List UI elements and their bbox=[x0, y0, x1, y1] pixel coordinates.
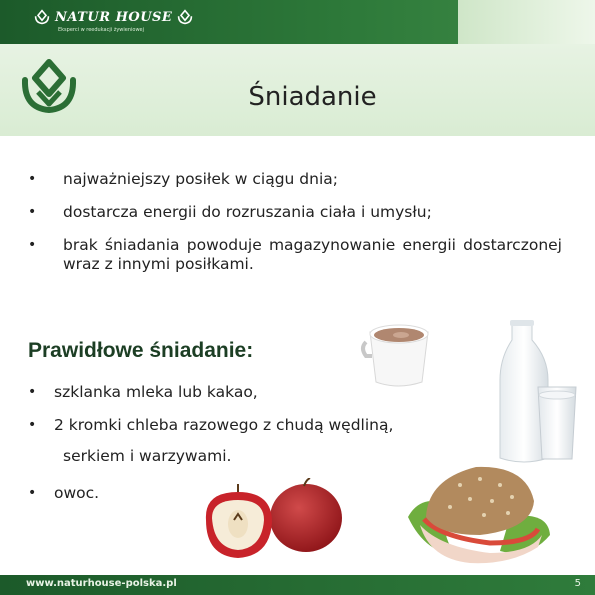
list-item bbox=[28, 203, 562, 222]
list-item bbox=[28, 236, 562, 274]
cocoa-cup-icon bbox=[358, 322, 438, 392]
footer-bar bbox=[0, 575, 595, 595]
item-text-continued: serkiem i warzywami. bbox=[63, 447, 232, 465]
apples-icon bbox=[198, 478, 348, 563]
milk-glass-icon bbox=[534, 383, 580, 463]
page-title: Śniadanie bbox=[248, 82, 377, 112]
bullet-text: brak śniadania powoduje magazynowanie energii dostarczonej wraz z innymi posiłkami. bbox=[63, 236, 562, 273]
list-item bbox=[28, 170, 562, 189]
section-subtitle: Prawidłowe śniadanie: bbox=[28, 339, 254, 362]
header-light-area bbox=[458, 0, 595, 44]
page-number: 5 bbox=[574, 578, 581, 589]
item-text: owoc. bbox=[54, 484, 100, 502]
bullet-marker: • bbox=[28, 171, 37, 187]
item-text: szklanka mleka lub kakao, bbox=[54, 383, 258, 401]
item-text: 2 kromki chleba razowego z chudą wędliną, bbox=[54, 416, 394, 434]
intro-bullet-list bbox=[28, 170, 562, 288]
bullet-text: najważniejszy posiłek w ciągu dnia; bbox=[63, 170, 338, 188]
brand bbox=[34, 9, 193, 25]
brand-name: NATUR HOUSE bbox=[55, 9, 173, 25]
brand-logo-icon bbox=[34, 9, 50, 25]
bullet-marker: • bbox=[28, 417, 37, 433]
header-bar bbox=[0, 0, 595, 44]
brand-tagline: Eksperci w reedukacji żywieniowej bbox=[58, 27, 145, 33]
sandwich-icon bbox=[400, 455, 555, 567]
bullet-marker: • bbox=[28, 237, 37, 253]
brand-logo-icon-right bbox=[177, 9, 193, 25]
bullet-text: dostarcza energii do rozruszania ciała i umysłu; bbox=[63, 203, 432, 221]
bullet-marker: • bbox=[28, 485, 37, 501]
bullet-marker: • bbox=[28, 384, 37, 400]
bullet-marker: • bbox=[28, 204, 37, 220]
footer-url: www.naturhouse-polska.pl bbox=[26, 578, 177, 589]
